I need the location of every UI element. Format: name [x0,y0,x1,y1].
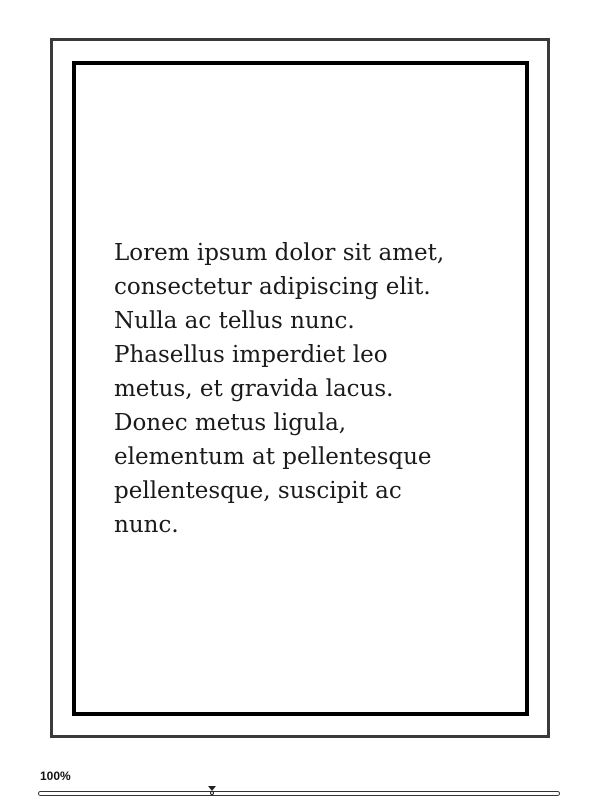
zoom-slider-track[interactable] [38,791,560,796]
zoom-level-label: 100% [40,769,71,783]
page-body-text: Lorem ipsum dolor sit amet, consectetur adipiscing elit. Nulla ac tellus nunc. Phasellus imperdiet leo metus, et gravida lacus. Donec metus ligula, elementum at pellentesque pellentesque, suscipit ac nunc. [114,240,445,538]
zoom-slider-handle[interactable] [210,791,214,795]
